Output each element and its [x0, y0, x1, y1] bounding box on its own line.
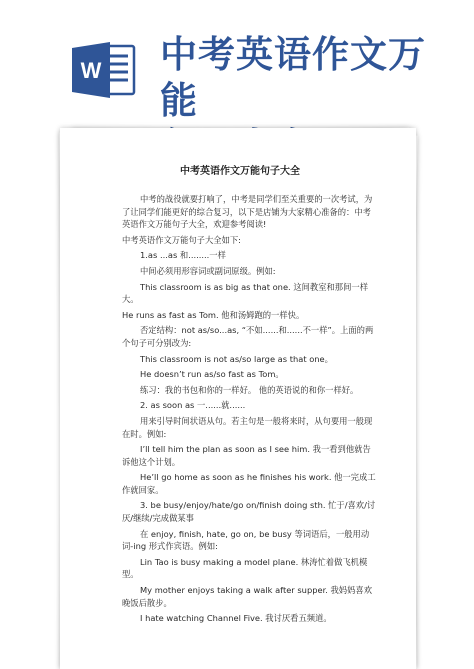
document-paragraph: 2. as soon as 一......就...... — [140, 400, 246, 411]
paper-sheet — [60, 128, 416, 669]
document-paragraph: This classroom is not as/so large as that one。 — [140, 353, 333, 364]
document-paragraph: He runs as fast as Tom. 他和汤姆跑的一样快。 — [122, 309, 305, 320]
document-paragraph: 否定结构：not as/so...as, “不如......和......不一样”。上面的两个句子可分别改为: — [122, 325, 374, 348]
document-paragraph: 用来引导时间状语从句。若主句是一般将来时，从句要用一般现在时。例如: — [122, 415, 373, 439]
document-paragraph: He’ll go home as soon as he finishes his work. 他一完成工作就回家。 — [122, 472, 376, 495]
document-paragraph: Lin Tao is busy making a model plane. 林涛忙着做飞机模型。 — [122, 556, 368, 580]
document-paragraph: 中考的战役就要打响了，中考是同学们至关重要的一次考试，为了让同学们能更好的综合复习，以下是店铺为大家精心准备的：中考英语作文万能句子大全，欢迎参考阅读! — [122, 194, 373, 230]
document-paragraph: I hate watching Channel Five. 我讨厌看五频道。 — [140, 613, 332, 624]
document-paragraph: My mother enjoys taking a walk after supper. 我妈妈喜欢晚饭后散步。 — [122, 585, 372, 608]
document-paragraph: 练习：我的书包和你的一样好。 他的英语说的和你一样好。 — [140, 384, 359, 395]
word-icon-letter: W — [80, 58, 102, 83]
document-paragraph: 中考英语作文万能句子大全如下: — [122, 234, 241, 245]
document-preview — [60, 128, 416, 669]
word-document-icon — [70, 40, 136, 100]
document-body — [122, 193, 376, 625]
document-paragraph: 在 enjoy, finish, hate, go on, be busy 等词语后，一般用动词-ing 形式作宾语。例如: — [122, 528, 370, 552]
banner — [0, 0, 474, 120]
document-paragraph: He doesn’t run as/so fast as Tom。 — [140, 369, 284, 380]
document-paragraph: 中间必须用形容词或副词原级。例如: — [140, 265, 276, 276]
document-paragraph: 3. be busy/enjoy/hate/go on/finish doing sth. 忙于/喜欢/讨厌/继续/完成做某事 — [122, 500, 376, 524]
document-paragraph: I’ll tell him the plan as soon as I see him. 我一看到他就告诉他这个计划。 — [122, 444, 371, 467]
document-title: 中考英语作文万能句子大全 — [180, 166, 300, 177]
document-paragraph: 1.as ...as 和........一样 — [140, 250, 226, 261]
document-paragraph: This classroom is as big as that one. 这间教室和那间一样大。 — [122, 281, 368, 305]
banner-title-line1: 中考英语作文万能 — [160, 33, 426, 122]
